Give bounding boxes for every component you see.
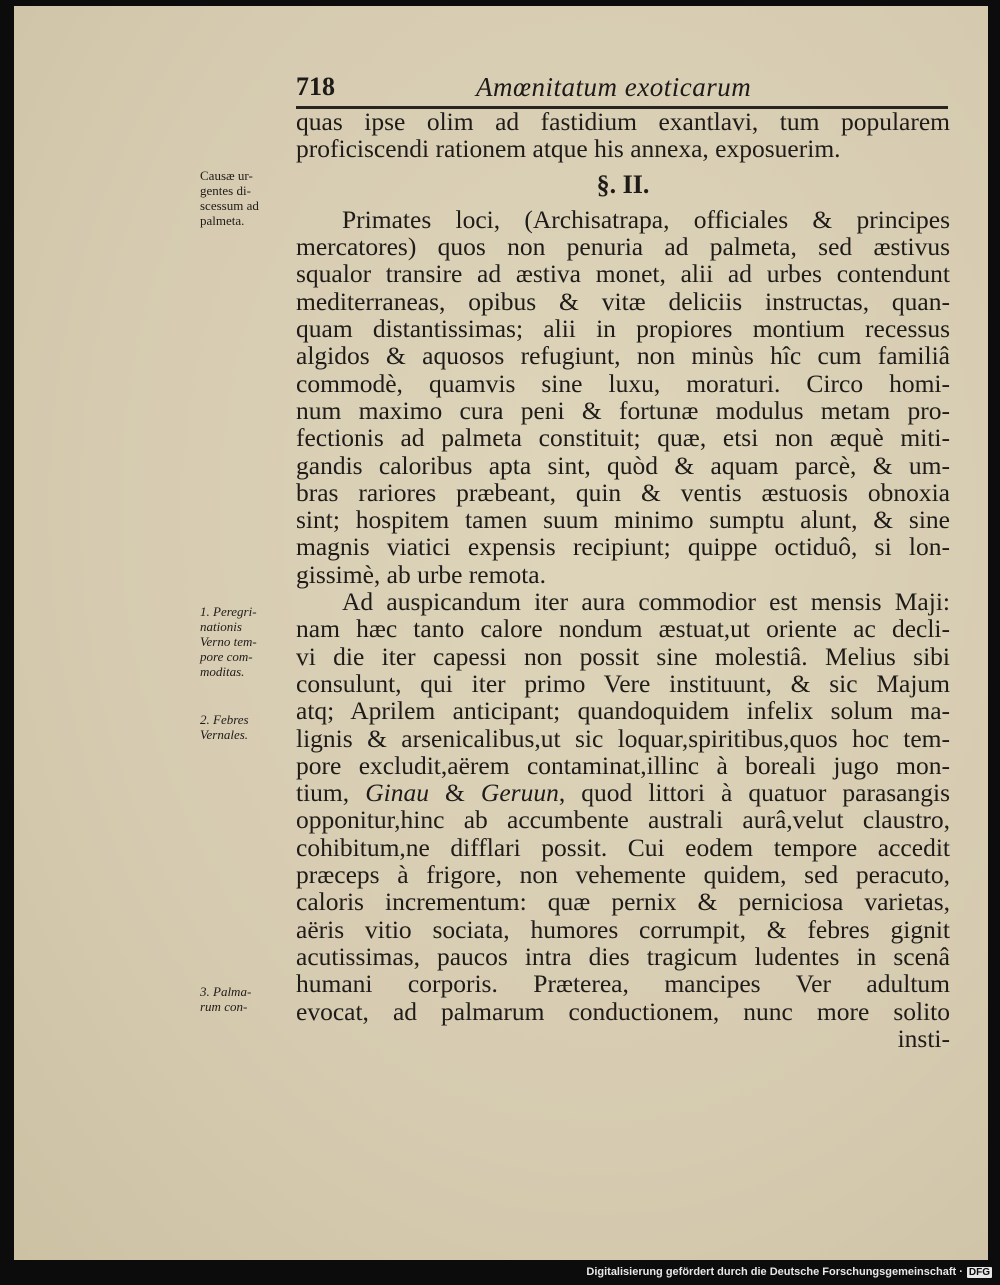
text-line: proficiscendi rationem atque his annexa, exposuerim.: [296, 134, 841, 164]
text-line: pore excludit,aërem contaminat,illinc à boreali jugo mon-: [296, 750, 950, 780]
text-line: num maximo cura peni & fortunæ modulus metam pro-: [296, 395, 950, 425]
text-run: tium,: [296, 778, 350, 808]
margin-note-causae: [200, 168, 292, 228]
text-line: Primates loci, (Archisatrapa, officiales & principes: [342, 204, 950, 234]
margin-line: 3. Palma-: [200, 984, 252, 999]
catchword: insti-: [897, 1023, 950, 1053]
text-line: aëris vitio sociata, humores corrumpit, & febres gignit: [296, 914, 950, 944]
text-line: cohibitum,ne difflari possit. Cui eodem tempore accedit: [296, 832, 950, 862]
text-line: fectionis ad palmeta constituit; quæ, etsi non æquè miti-: [296, 423, 950, 453]
text-line: algidos & aquosos refugiunt, non minùs hîc cum familiâ: [296, 341, 950, 371]
margin-line: nationis: [200, 619, 242, 634]
margin-line: 2. Febres: [200, 712, 249, 727]
text-run: , quod littori à quatuor parasangis: [558, 778, 951, 808]
place-name-geruun: Geruun: [480, 778, 559, 808]
text-line: mercatores) quos non penuria ad palmeta, sed æstivus: [296, 232, 950, 262]
text-line: gissimè, ab urbe remota.: [296, 559, 546, 589]
footer-text: Digitalisierung gefördert durch die Deutsche Forschungsgemeinschaft ·: [586, 1266, 963, 1278]
text-line: sint; hospitem tamen suum minimo sumptu alunt, & sine: [296, 505, 950, 535]
text-line: atq; Aprilem anticipant; quandoquidem infelix solum ma-: [296, 696, 950, 726]
text-line: consulunt, qui iter primo Vere instituunt, & sic Majum: [296, 668, 950, 698]
text-line: nam hæc tanto calore nondum æstuat,ut oriente ac decli-: [296, 614, 950, 644]
page-number: 718: [296, 72, 335, 101]
text-line: quam distantissimas; alii in propiores montium recessus: [296, 314, 950, 344]
dfg-logo-icon: DFG: [968, 1266, 990, 1278]
margin-note-peregrinationis: [200, 604, 292, 679]
section-heading: §. II.: [596, 169, 650, 199]
text-line: lignis & arsenicalibus,ut sic loquar,spiritibus,quos hoc tem-: [296, 723, 950, 753]
text-line: Ad auspicandum iter aura commodior est mensis Maji:: [342, 587, 950, 617]
margin-line: Verno tem-: [200, 634, 257, 649]
body-text: [296, 108, 950, 1052]
digitization-footer: [586, 1263, 992, 1281]
margin-line: 1. Peregri-: [200, 604, 257, 619]
margin-note-palmarum: [200, 984, 292, 1014]
text-line: bras rariores præbeant, quin & ventis æstuosis obnoxia: [296, 477, 950, 507]
text-line: commodè, quamvis sine luxu, moraturi. Circo homi-: [296, 368, 950, 398]
margin-line: Causæ ur-: [200, 168, 253, 183]
margin-line: pore com-: [200, 649, 253, 664]
margin-line: gentes di-: [200, 183, 251, 198]
text-line: opponitur,hinc ab accumbente australi aurâ,velut claustro,: [296, 805, 950, 835]
text-line: [296, 779, 950, 806]
margin-line: palmeta.: [200, 213, 245, 228]
margin-line: rum con-: [200, 999, 248, 1014]
text-line: humani corporis. Præterea, mancipes Ver adultum: [296, 969, 950, 999]
page-header: [296, 72, 948, 109]
text-line: magnis viatici expensis recipiunt; quippe octiduô, si lon-: [296, 532, 950, 562]
text-line: mediterraneas, opibus & vitæ deliciis instructas, quan-: [296, 286, 950, 316]
margin-note-febres: [200, 712, 292, 742]
text-line: quas ipse olim ad fastidium exantlavi, tum popularem: [296, 107, 950, 136]
text-line: gandis caloribus apta sint, quòd & aquam parcè, & um-: [296, 450, 950, 480]
text-line: præceps à frigore, non vehemente quidem, sed peracuto,: [296, 860, 950, 890]
text-line: vi die iter capessi non possit sine molestiâ. Melius sibi: [296, 641, 950, 671]
place-name-ginau: Ginau: [365, 778, 429, 808]
text-run: &: [445, 778, 465, 808]
margin-line: scessum ad: [200, 198, 259, 213]
text-line: squalor transire ad æstiva monet, alii ad urbes contendunt: [296, 259, 950, 289]
text-line: acutissimas, paucos intra dies tragicum ludentes in scenâ: [296, 941, 950, 971]
margin-line: Vernales.: [200, 727, 249, 742]
text-line: evocat, ad palmarum conductionem, nunc more solito: [296, 996, 950, 1026]
text-line: caloris incrementum: quæ pernix & perniciosa varietas,: [296, 887, 950, 917]
running-title: Amœnitatum exoticarum: [476, 72, 752, 102]
margin-line: moditas.: [200, 664, 245, 679]
